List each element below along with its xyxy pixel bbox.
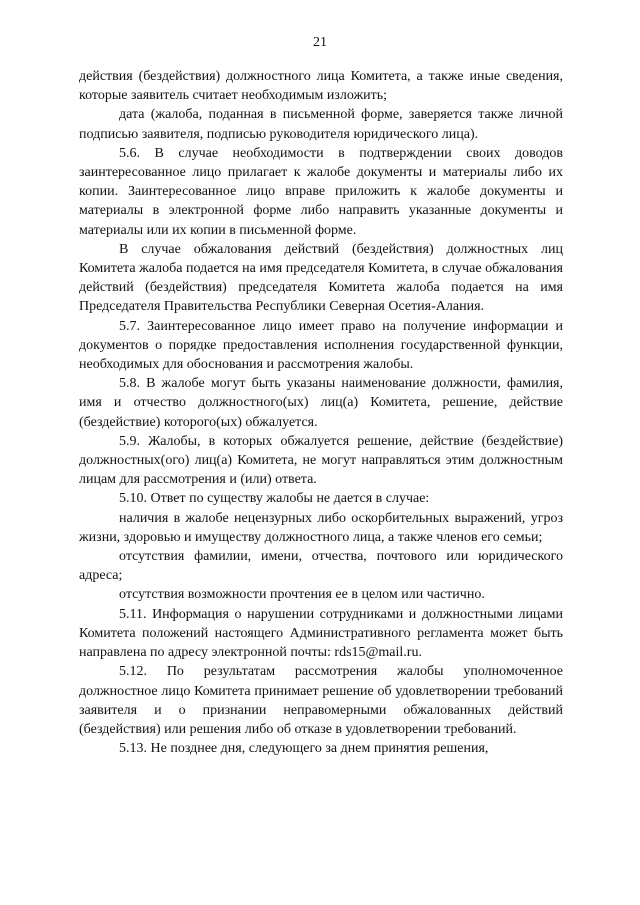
- paragraph: 5.11. Информация о нарушении сотрудниками и должностными лицами Комитета положений настоящего Административного регламента может быть направлена по адресу электронной почты: rds15@mail.ru.: [79, 606, 563, 661]
- paragraph: отсутствия фамилии, имени, отчества, почтового или юридического адреса;: [79, 549, 563, 584]
- paragraph: отсутствия возможности прочтения ее в целом или частично.: [119, 587, 485, 603]
- paragraph: дата (жалоба, поданная в письменной форме, заверяется также личной подписью заявителя, подписью руководителя юридического лица).: [79, 107, 563, 142]
- paragraph: 5.10. Ответ по существу жалобы не дается в случае:: [119, 491, 430, 507]
- paragraph: 5.6. В случае необходимости в подтверждении своих доводов заинтересованное лицо прилагает к жалобе документы и материалы либо их копии. Заинтересованное лицо вправе приложить к жалобе документы и материалы в электронной форме либо направить указанные документы и материалы или их копии в письменной форме.: [79, 145, 563, 238]
- paragraph: 5.13. Не позднее дня, следующего за днем принятия решения,: [119, 741, 489, 757]
- page-number: 21: [313, 35, 327, 50]
- paragraph: действия (бездействия) должностного лица Комитета, а также иные сведения, которые заявитель считает необходимым изложить;: [79, 69, 563, 104]
- paragraph: 5.12. По результатам рассмотрения жалобы уполномоченное должностное лицо Комитета принимает решение об удовлетворении требований заявителя и о признании неправомерными обжалованных действий (бездействия) или решения либо об отказе в удовлетворении требований.: [79, 664, 563, 737]
- paragraph: наличия в жалобе нецензурных либо оскорбительных выражений, угроз жизни, здоровью и имуществу должностного лица, а также членов его семьи;: [79, 510, 563, 545]
- paragraph: 5.8. В жалобе могут быть указаны наименование должности, фамилия, имя и отчество должностного(ых) лиц(а) Комитета, решение, действие (бездействие) которого(ых) обжалуется.: [79, 376, 563, 430]
- paragraph: 5.9. Жалобы, в которых обжалуется решение, действие (бездействие) должностных(ого) лиц(а) Комитета, не могут направляться этим должностным лицам для рассмотрения и (или) ответа.: [79, 433, 563, 488]
- document-body: [79, 67, 563, 758]
- paragraph: В случае обжалования действий (бездействия) должностных лиц Комитета жалоба подается на имя председателя Комитета, в случае обжалования действий (бездействия) председателя Комитета жалоба подается на имя Председателя Правительства Республики Северная Осетия-Алания.: [79, 241, 563, 315]
- paragraph: 5.7. Заинтересованное лицо имеет право на получение информации и документов о порядке предоставления исполнения государственной функции, необходимых для обоснования и рассмотрения жалобы.: [79, 318, 563, 373]
